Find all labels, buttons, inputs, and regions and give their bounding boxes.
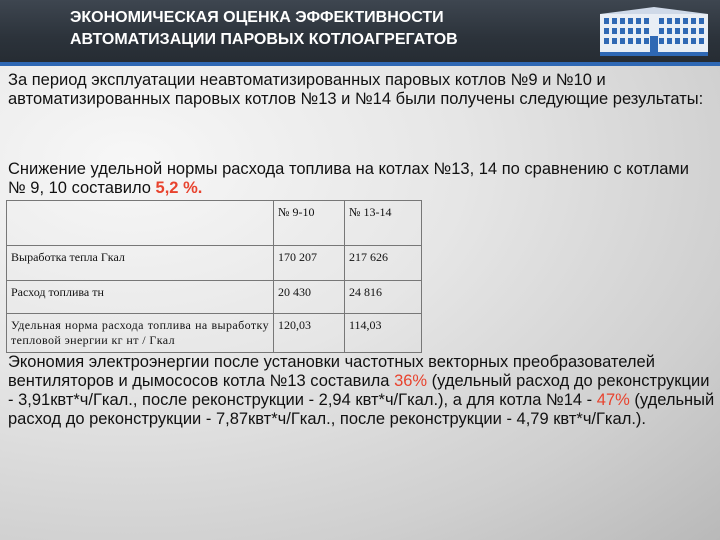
table-cell: 170 207: [274, 246, 345, 281]
slide-title: ЭКОНОМИЧЕСКАЯ ОЦЕНКА ЭФФЕКТИВНОСТИ АВТОМАТИЗАЦИИ ПАРОВЫХ КОТЛОАГРЕГАТОВ: [70, 9, 458, 48]
electricity-savings-paragraph: [8, 353, 716, 429]
table-cell: 20 430: [274, 281, 345, 314]
table-cell: 217 626: [345, 246, 422, 281]
intro-paragraph: За период эксплуатации неавтоматизированных паровых котлов №9 и №10 и автоматизированных паровых котлов №13 и №14 были получены следующие результаты:: [8, 71, 704, 108]
fuel-reduction-value: 5,2 %.: [155, 179, 203, 197]
table-cell: Выработка тепла Гкал: [7, 246, 274, 281]
savings-text-3: (удельный расход до реконструкции - 7,87квт*ч/Гкал., после реконструкции - 4,79 квт*ч/Гкал.).: [8, 391, 715, 428]
table-cell: 114,03: [345, 314, 422, 353]
table-cell: Расход топлива тн: [7, 281, 274, 314]
table-header-cell: № 13-14: [345, 201, 422, 246]
results-table: [6, 200, 422, 353]
savings-value-boiler-14: 47%: [596, 391, 630, 409]
fuel-reduction-text: Снижение удельной нормы расхода топлива на котлах №13, 14 по сравнению с котлами № 9, 10 составило: [8, 160, 689, 197]
table-header-row: [7, 201, 422, 246]
savings-text-2: (удельный расход до реконструкции - 3,91квт*ч/Гкал., после реконструкции - 2,94 квт*ч/Гкал.), а для котла №14 -: [8, 372, 710, 409]
header-bar: [0, 0, 720, 62]
table-cell: Удельная норма расхода топлива на выработку тепловой энергии кг нт / Гкал: [7, 314, 274, 353]
table-cell: 24 816: [345, 281, 422, 314]
table-header-cell: № 9-10: [274, 201, 345, 246]
savings-value-boiler-13: 36%: [394, 372, 428, 390]
table-row: [7, 314, 422, 353]
table-row: [7, 281, 422, 314]
table-row: [7, 246, 422, 281]
fuel-reduction-paragraph: [8, 160, 708, 198]
savings-text-1: Экономия электроэнергии после установки частотных векторных преобразователей вентиляторов и дымососов котла №13 составила: [8, 353, 655, 390]
accent-bar: [0, 62, 720, 66]
building-logo-icon: [598, 6, 710, 58]
table-header-cell: [7, 201, 274, 246]
table-cell: 120,03: [274, 314, 345, 353]
